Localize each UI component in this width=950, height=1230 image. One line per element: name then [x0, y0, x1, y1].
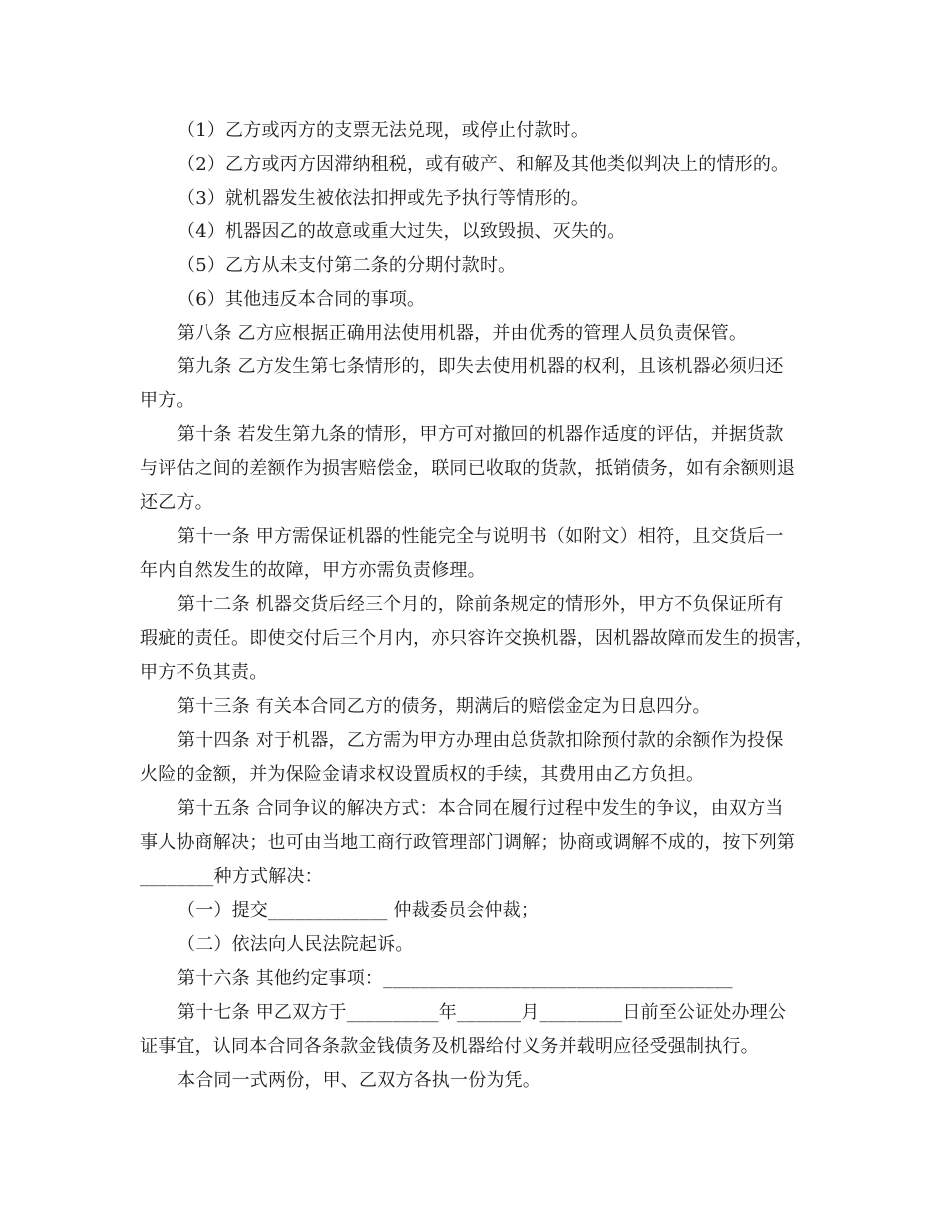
clause-15-line-3: ________种方式解决： [140, 866, 323, 887]
clause-12-line-3: 甲方不负其责。 [140, 662, 268, 683]
clause-14-line-2: 火险的金额，并为保险金请求权设置质权的手续，其费用由乙方负担。 [140, 764, 705, 785]
clause-16: 第十六条 其他约定事项：______________________________________ [177, 968, 733, 989]
clause-7-item-4: （4）机器因乙的故意或重大过失，以致毁损、灭失的。 [177, 221, 626, 242]
clause-7-item-5: （5）乙方从未支付第二条的分期付款时。 [177, 255, 517, 276]
clause-9-line-1: 第九条 乙方发生第七条情形的，即失去使用机器的权利，且该机器必须归还 [177, 356, 784, 377]
clause-15-line-1: 第十五条 合同争议的解决方式：本合同在履行过程中发生的争议，由双方当 [177, 798, 784, 819]
clause-17-line-2: 证事宜，认同本合同各条款金钱债务及机器给付义务并载明应径受强制执行。 [140, 1036, 759, 1057]
clause-11-line-1: 第十一条 甲方需保证机器的性能完全与说明书（如附文）相符，且交货后一 [177, 526, 784, 547]
clause-10-line-1: 第十条 若发生第九条的情形，甲方可对撤回的机器作适度的评估，并据货款 [177, 424, 784, 445]
clause-7-item-3: （3）就机器发生被依法扣押或先予执行等情形的。 [177, 188, 590, 209]
clause-14-line-1: 第十四条 对于机器，乙方需为甲方办理由总货款扣除预付款的余额作为投保 [177, 730, 784, 751]
clause-13: 第十三条 有关本合同乙方的债务，期满后的赔偿金定为日息四分。 [177, 696, 711, 717]
clause-7-item-1: （1）乙方或丙方的支票无法兑现，或停止付款时。 [177, 120, 590, 141]
clause-11-line-2: 年内自然发生的故障，甲方亦需负责修理。 [140, 560, 486, 581]
clause-7-item-6: （6）其他违反本合同的事项。 [177, 289, 426, 310]
clause-17-line-1: 第十七条 甲乙双方于__________年_______月_________日前至公证处办理公 [177, 1002, 787, 1023]
copies-statement: 本合同一式两份，甲、乙双方各执一份为凭。 [177, 1070, 541, 1091]
clause-8: 第八条 乙方应根据正确用法使用机器，并由优秀的管理人员负责保管。 [177, 323, 748, 344]
clause-10-line-3: 还乙方。 [140, 492, 213, 513]
clause-9-line-2: 甲方。 [140, 390, 195, 411]
clause-12-line-2: 瑕疵的责任。即使交付后三个月内，亦只容许交换机器，因机器故障而发生的损害， [140, 628, 814, 649]
clause-10-line-2: 与评估之间的差额作为损害赔偿金，联同已收取的货款，抵销债务，如有余额则退 [140, 458, 796, 479]
clause-15-option-1: （一）提交_____________ 仲裁委员会仲裁； [177, 900, 540, 921]
clause-12-line-1: 第十二条 机器交货后经三个月的，除前条规定的情形外，甲方不负保证所有 [177, 594, 784, 615]
clause-15-option-2: （二）依法向人民法院起诉。 [177, 934, 414, 955]
clause-15-line-2: 事人协商解决；也可由当地工商行政管理部门调解；协商或调解不成的，按下列第 [140, 832, 796, 853]
clause-7-item-2: （2）乙方或丙方因滞纳租税，或有破产、和解及其他类似判决上的情形的。 [177, 154, 790, 175]
